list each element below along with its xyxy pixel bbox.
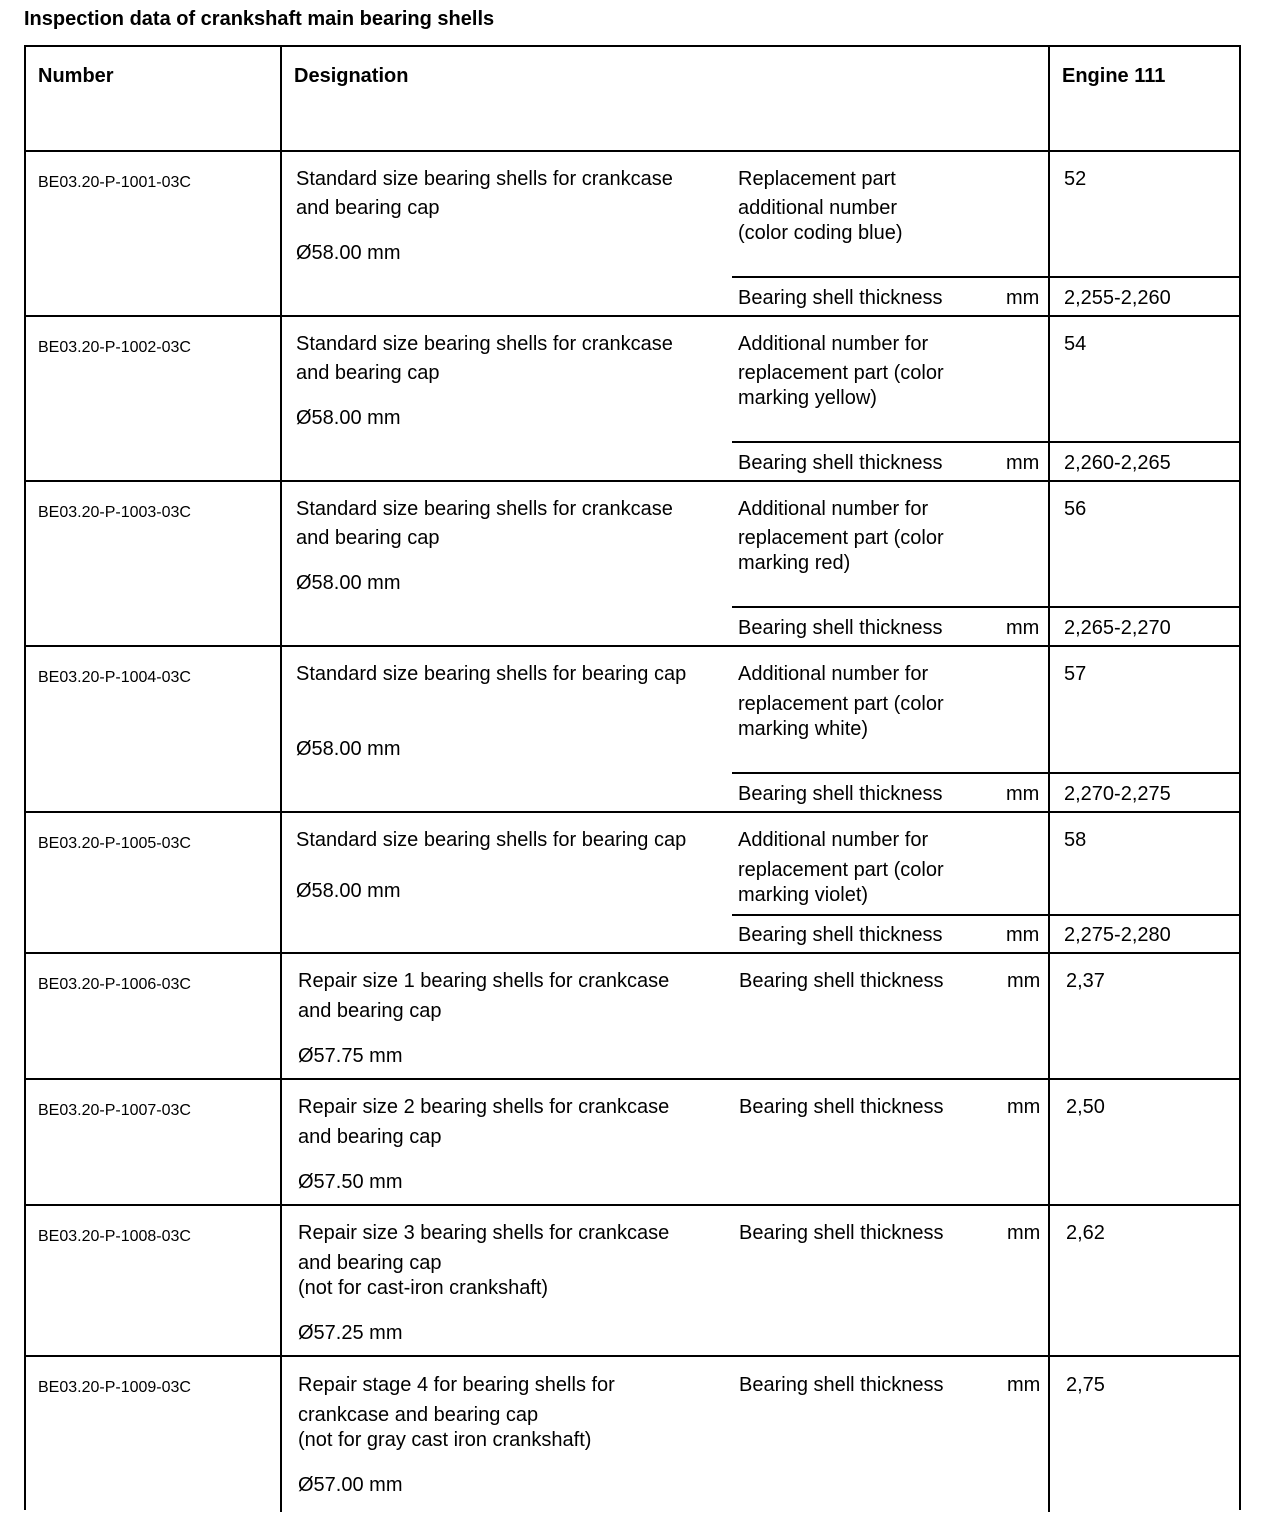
row-divider [26, 480, 1239, 482]
unit: mm [1007, 1374, 1041, 1396]
thickness-label: Bearing shell thickness [739, 1374, 944, 1396]
diameter: Ø58.00 mm [296, 242, 401, 264]
thickness-value: 2,255-2,260 [1064, 287, 1171, 309]
designation-line: Repair size 2 bearing shells for crankcase [298, 1096, 670, 1118]
unit: mm [1006, 452, 1040, 474]
sub-divider [732, 914, 1239, 916]
diameter: Ø58.00 mm [296, 738, 401, 760]
thickness-label: Bearing shell thickness [739, 970, 944, 992]
row-divider [26, 811, 1239, 813]
info-line: Additional number for [738, 498, 929, 520]
page-title: Inspection data of crankshaft main bearing shells [24, 8, 495, 30]
designation-line: Standard size bearing shells for crankcase [296, 498, 673, 520]
info-line: replacement part (color [738, 527, 944, 549]
info-line: marking yellow) [738, 387, 877, 409]
designation-line: and bearing cap [296, 527, 440, 549]
row-number: BE03.20-P-1006-03C [38, 976, 191, 993]
designation-line: Standard size bearing shells for bearing cap [296, 829, 687, 851]
diameter: Ø57.50 mm [298, 1171, 403, 1193]
row-divider [26, 315, 1239, 317]
unit: mm [1006, 287, 1040, 309]
designation-line: and bearing cap [296, 362, 440, 384]
row-number: BE03.20-P-1003-03C [38, 504, 191, 521]
row-number: BE03.20-P-1007-03C [38, 1102, 191, 1119]
additional-number: 58 [1064, 829, 1087, 851]
unit: mm [1007, 970, 1041, 992]
additional-number: 52 [1064, 168, 1087, 190]
row-divider [26, 1355, 1239, 1357]
thickness-label: Bearing shell thickness [739, 1222, 944, 1244]
thickness-value: 2,37 [1066, 970, 1105, 992]
info-line: marking violet) [738, 884, 869, 906]
sub-divider [732, 606, 1239, 608]
header-number: Number [38, 65, 114, 87]
unit: mm [1006, 617, 1040, 639]
additional-number: 57 [1064, 663, 1087, 685]
designation-line: crankcase and bearing cap [298, 1404, 539, 1426]
thickness-label: Bearing shell thickness [738, 617, 943, 639]
column-divider [1048, 47, 1050, 1512]
designation-line: and bearing cap [298, 1252, 442, 1274]
info-line: replacement part (color [738, 693, 944, 715]
diameter: Ø58.00 mm [296, 880, 401, 902]
thickness-value: 2,275-2,280 [1064, 924, 1171, 946]
diameter: Ø57.25 mm [298, 1322, 403, 1344]
thickness-value: 2,75 [1066, 1374, 1105, 1396]
thickness-label: Bearing shell thickness [738, 452, 943, 474]
row-divider [26, 645, 1239, 647]
thickness-label: Bearing shell thickness [738, 783, 943, 805]
thickness-value: 2,270-2,275 [1064, 783, 1171, 805]
designation-line: and bearing cap [296, 197, 440, 219]
diameter: Ø57.00 mm [298, 1474, 403, 1496]
thickness-label: Bearing shell thickness [738, 924, 943, 946]
diameter: Ø57.75 mm [298, 1045, 403, 1067]
designation-line: Repair size 1 bearing shells for crankcase [298, 970, 670, 992]
row-number: BE03.20-P-1005-03C [38, 835, 191, 852]
info-line: Additional number for [738, 663, 929, 685]
header-divider [26, 150, 1239, 152]
row-divider [26, 952, 1239, 954]
column-divider [280, 47, 282, 1512]
info-line: additional number [738, 197, 897, 219]
info-line: Additional number for [738, 333, 929, 355]
info-line: Additional number for [738, 829, 929, 851]
diameter: Ø58.00 mm [296, 572, 401, 594]
sub-divider [732, 441, 1239, 443]
row-number: BE03.20-P-1009-03C [38, 1379, 191, 1396]
header-designation: Designation [294, 65, 409, 87]
designation-line: Repair stage 4 for bearing shells for [298, 1374, 615, 1396]
row-number: BE03.20-P-1001-03C [38, 174, 191, 191]
thickness-value: 2,260-2,265 [1064, 452, 1171, 474]
designation-line: Standard size bearing shells for bearing cap [296, 663, 687, 685]
info-line: replacement part (color [738, 859, 944, 881]
unit: mm [1007, 1096, 1041, 1118]
designation-line: and bearing cap [298, 1126, 442, 1148]
row-number: BE03.20-P-1002-03C [38, 339, 191, 356]
additional-number: 54 [1064, 333, 1087, 355]
designation-line: (not for cast-iron crankshaft) [298, 1277, 549, 1299]
thickness-label: Bearing shell thickness [739, 1096, 944, 1118]
row-divider [26, 1078, 1239, 1080]
row-number: BE03.20-P-1004-03C [38, 669, 191, 686]
info-line: (color coding blue) [738, 222, 903, 244]
info-line: Replacement part [738, 168, 896, 190]
sub-divider [732, 276, 1239, 278]
row-divider [26, 1204, 1239, 1206]
row-number: BE03.20-P-1008-03C [38, 1228, 191, 1245]
designation-line: Standard size bearing shells for crankcase [296, 333, 673, 355]
additional-number: 56 [1064, 498, 1087, 520]
designation-line: (not for gray cast iron crankshaft) [298, 1429, 592, 1451]
info-line: replacement part (color [738, 362, 944, 384]
inspection-table [24, 45, 1241, 1510]
thickness-value: 2,62 [1066, 1222, 1105, 1244]
info-line: marking white) [738, 718, 869, 740]
thickness-value: 2,265-2,270 [1064, 617, 1171, 639]
info-line: marking red) [738, 552, 851, 574]
header-engine: Engine 111 [1062, 65, 1166, 87]
diameter: Ø58.00 mm [296, 407, 401, 429]
thickness-value: 2,50 [1066, 1096, 1105, 1118]
sub-divider [732, 772, 1239, 774]
unit: mm [1007, 1222, 1041, 1244]
unit: mm [1006, 783, 1040, 805]
designation-line: Repair size 3 bearing shells for crankcase [298, 1222, 670, 1244]
thickness-label: Bearing shell thickness [738, 287, 943, 309]
designation-line: and bearing cap [298, 1000, 442, 1022]
designation-line: Standard size bearing shells for crankcase [296, 168, 673, 190]
unit: mm [1006, 924, 1040, 946]
